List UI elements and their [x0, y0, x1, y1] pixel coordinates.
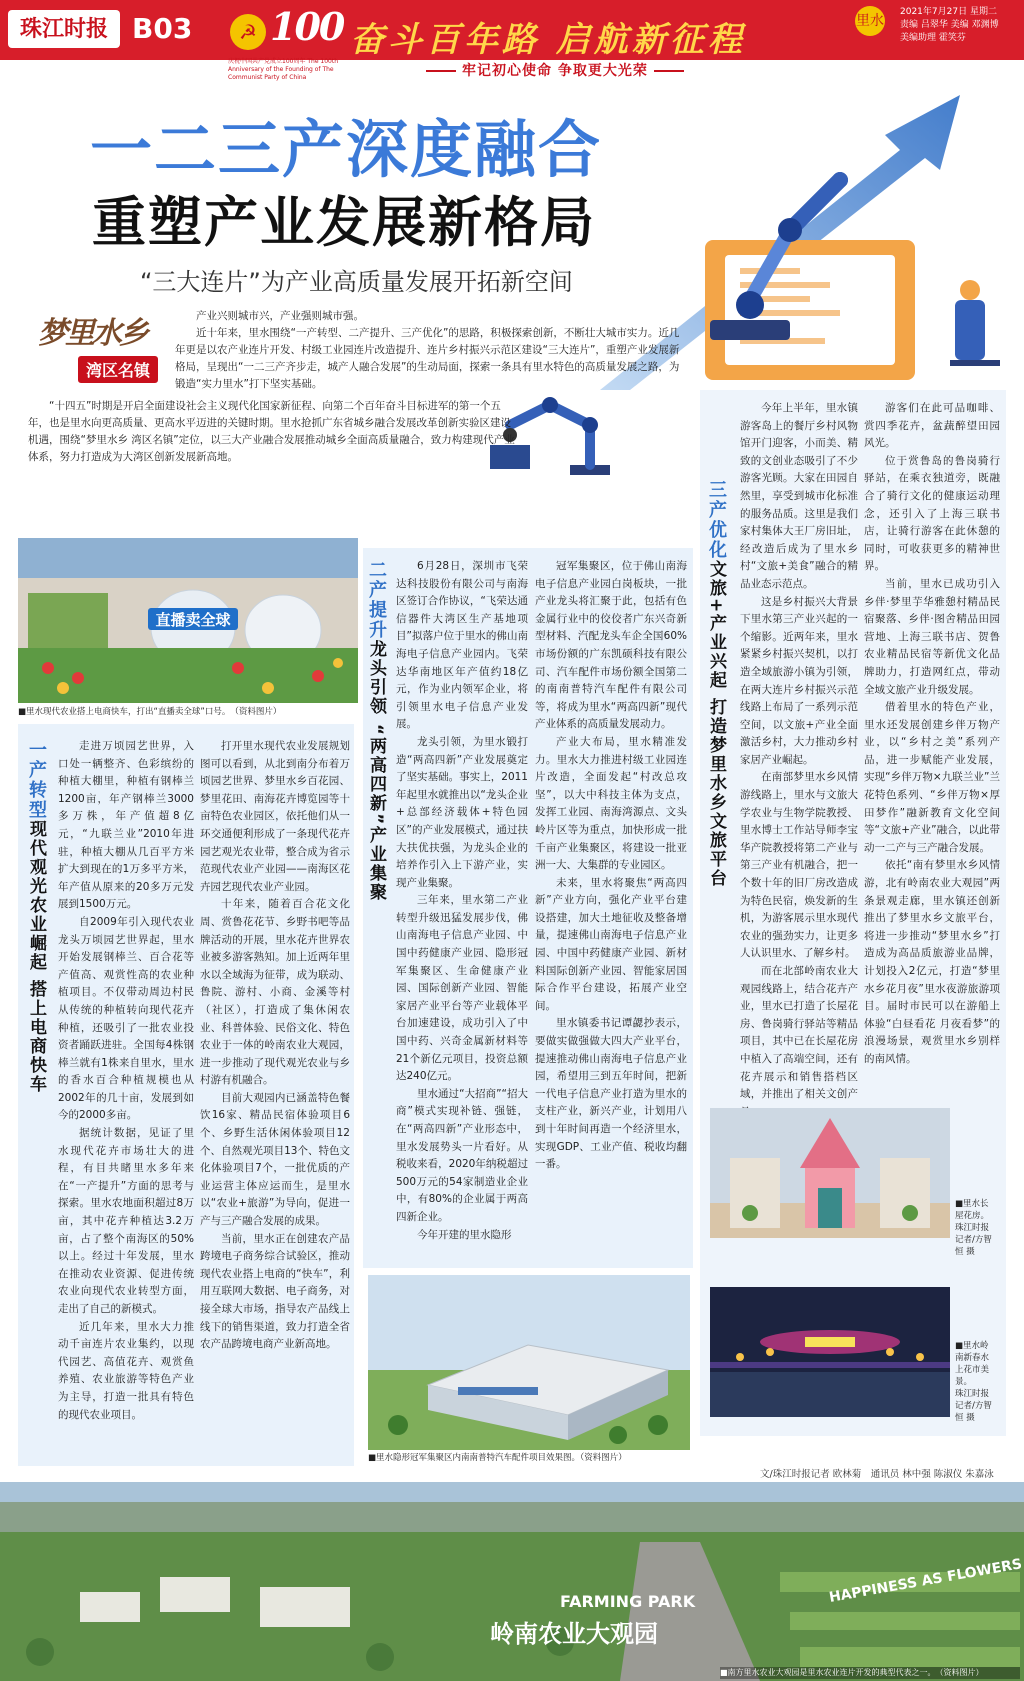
article-column-1	[58, 738, 194, 1458]
paragraph: 今年上半年，里水镇游客岛上的餐厅乡村风物馆开门迎客，小而美、精致的文创业态吸引了不少游客光顾。大家在田园自然里，享受到城市化标准的服务品质。这里是我们家村集体大王厂房旧址，经改造后成为了里水乡村“文旅+美食”融合的精品业态示范点。	[740, 402, 858, 590]
lead-paragraph	[28, 398, 518, 466]
section-tag: 三产优化	[706, 480, 727, 560]
slogan: 奋斗百年路 启航新征程	[350, 20, 746, 60]
brand-seal: 湾区名镇	[78, 356, 158, 383]
flower-house-caption	[955, 1198, 1015, 1258]
section-tag: 一产转型	[26, 740, 47, 820]
paragraph: 这是乡村振兴大背景下里水第三产业兴起的一个缩影。近两年来，里水紧紧乡村振兴契机，以打造全域旅游小镇为引领，在两大连片乡村振兴示范线路上布局了一系列示范空间，以文旅+产业全面激活乡村，大力推动乡村家居产业崛起。	[740, 595, 858, 766]
paper-name: 珠江时报	[8, 10, 120, 48]
caption-line: 恒 摄	[955, 1413, 975, 1423]
caption-line: 南新春水	[955, 1353, 990, 1363]
byline: 文/珠江时报记者 欧林菊 通讯员 林中强 陈淑仪 朱嘉泳	[760, 1469, 994, 1480]
headline-secondary: 重塑产业发展新格局	[92, 191, 596, 254]
page-number: B03	[132, 12, 193, 45]
farm-sign-text: 直播卖全球	[155, 611, 231, 629]
paragraph: 游客们在此可品咖啡、赏四季花卉，盆蔬醉望田园风光。	[864, 402, 1000, 450]
caption-line: ■里水长	[955, 1199, 989, 1209]
paragraph: 产业大布局，里水精准发力。里水大力推进村级工业园连片改造，全面发起“村改总攻坚”，以大中科技主体为支点，发挥工业园、南海湾源点、文头岭片区等为重点，加快形成一批千亩产业集聚区，将建设一批亚洲一大、大集群的专业园区。	[535, 735, 687, 872]
aerial-sign-right: HAPPINESS AS FLOWERS	[827, 1556, 1024, 1606]
article-column-6	[864, 400, 1000, 1106]
caption-line: 记者/方智	[955, 1235, 992, 1245]
paragraph: 当前，里水正在创建农产品跨境电子商务综合试验区，推动现代农业搭上电商的“快车”，利用互联网大数据、电子商务，对接全球大市场，指导农产品线上线下的销售渠道，致力打造全省农产品跨境电商产业新高地。	[200, 1232, 350, 1351]
section-tag: 二产提升	[366, 560, 387, 640]
brand-calligraphy: 梦里水乡	[38, 316, 146, 351]
section-heading-2	[366, 560, 386, 940]
intro-paragraph: 近十年来，里水围绕“一产转型、二产提升、三产优化”的思路，积极探索创新，不断壮大城市实力。近几年更是以农产业连片开发、村级工业园连片改造提升、连片乡村振兴示范区建设“三大连片”，重塑产业发展新格局，呈现出“一二三产齐步走，城产人融合发展”的生动局面，探索一条具有里水特色的高质量发展之路，为锻造“实力里水”打下坚实基础。	[175, 327, 680, 390]
paragraph: 而在北部岭南农业大观园线路上，结合花卉产业，里水已打造了长屋花房、鲁岗骑行驿站等精品项目，其中已在长屋花房中植入了高端空间，还有花卉展示和销售搭档区域，并推出了相关文创产	[740, 965, 858, 1101]
paragraph: 走进万顷园艺世界，入口处一辆整齐、色彩缤纷的种植大棚里，种植有钢棒兰1200亩，年产钢棒兰3000多万株，年产值超8亿元，“九联兰业”2010年进驻，种植大棚从几百平方米扩大到现在的1万多平方米，年产值从原来的20多万元发展到1500万元。	[58, 740, 194, 911]
paragraph: 龙头引领，为里水锻打造“两高四新”产业发展奠定了坚实基础。事实上，2011年起里水就推出以“龙头企业+总部经济载体+特色园区”的产业发展模式，通过扶大扶优扶强，为龙头企业的培养作引入上下游产业，实现产业集聚。	[396, 735, 528, 889]
section-heading-1	[26, 740, 46, 1160]
caption-line: 珠江时报	[955, 1389, 990, 1399]
article-column-3	[396, 558, 528, 1264]
paragraph: 目前大观园内已涵盖特色餐饮16家、精品民宿体验项目6个、乡野生活休闲体验项目12个、自然观光项目13个、特色文化体验项目7个，一批优质的产业运营主体应运而生，是里水以“农业+旅游”为导向，促进一产与三产融合发展的成果。	[200, 1091, 350, 1228]
article-column-2	[200, 738, 350, 1458]
paragraph: 冠军集聚区，位于佛山南海电子信息产业园白岗板块，一批产业龙头将汇聚于此，包括有色金属行业中的佼佼者广东兴奇新型材料、汽配龙头车企全国60%市场份额的广东凯硕科技有限公司、汽车配件市场份额全国第二的南南普特汽车配件有限公司等，将成为里水“两高四新”现代产业体系的高质量发展动力。	[535, 560, 687, 731]
paragraph: 借着里水的特色产业，里水还发展创建乡伴万物产业，以“乡村之美”系列产品，进一步赋能产业发展，实现“乡伴万物×九联兰业”兰花特色系列、“乡伴万物×厚田梦作”融新教育文化空间等“文旅+产业”融合，以此带动一二产与三产融合发展。	[864, 701, 1000, 854]
brand-logo	[28, 308, 168, 386]
sub-slogan: 牢记初心使命 争取更大光荣	[420, 60, 690, 80]
paragraph: 打开里水现代农业发展规划图可以看到，从北到南分布着万顷园艺世界、梦里水乡百花园、梦里花田、南海花卉博览园等十亩特色农业园区，依托他们从一环交通便利形成了一条现代花卉园艺观光农业带，整合成为省示范现代农业产业园——南海区花卉园艺现代农业产业园。	[200, 740, 350, 893]
centenary-logo	[230, 4, 344, 56]
flower-house-photo	[710, 1108, 950, 1238]
editor-line: 责编 吕翠华 美编 邓渊博	[900, 20, 999, 30]
farm-photo-caption: ■里水现代农业搭上电商快车，打出“直播卖全球”口号。 （资料图片）	[18, 707, 282, 717]
section-title: 文旅+产业兴起 打造梦里水乡文旅平台	[706, 560, 726, 889]
aerial-photo-caption: ■南方里水农业大观园是里水农业连片开发的典型代表之一。 （资料图片）	[720, 1667, 1020, 1679]
paragraph: 今年开建的里水隐形	[417, 1228, 512, 1241]
farm-photo	[18, 538, 358, 703]
headline-main: 一二三产深度融合	[90, 113, 603, 186]
aerial-farming-park-photo	[0, 1482, 1024, 1681]
intro-paragraphs	[175, 308, 685, 393]
section-title: 现代观光农业崛起 搭上电商快车	[26, 820, 46, 1094]
paragraph: 位于赏鲁岛的鲁岗骑行驿站，在乘衣独道旁，既融合了骑行文化的健康运动理念，还引入了上海三联书店，让骑行游客在此休憩的同时，可收获更多的精神世界。	[864, 454, 1000, 573]
paragraph: 当前，里水已成功引入乡伴·梦里芋华雅憩村精品民宿聚落、乡伴·图舍精品田园营地、上海三联书店、贺鲁农业精品民宿等新优文化品牌助力，打造网红点，带动全域文旅产业升级发展。	[864, 577, 1000, 696]
paragraph: 里水镇委书记谭勰抄表示，要做实做强做大四大产业平台，提速推动佛山南海电子信息产业园，希望用三到五年时间，把新一代电子信息产业打造为里水的支柱产业，新兴产业，计划用八到十年时间再造一个经济里水，实现GDP、工业产值、税收均翻一番。	[535, 1017, 687, 1171]
article-column-5	[740, 400, 858, 1106]
party-emblem-icon: ☭	[230, 14, 266, 50]
paragraph: 在南部梦里水乡风情游线路上，里水与文旅大学农业与生物学院教授、里水博士工作站导师李宝华产院教授将第二产业与第三产业有机融合，把一个数十年的旧厂房改造成为特色民宿，焕发新的生机，为游客展示里水现代农业的强劲实力，让更多人认识里水、了解乡村。	[740, 771, 858, 960]
centenary-caption: 庆祝中国共产党成立100周年 The 100th Anniversary of the Founding of The Communist Party of China	[228, 58, 339, 81]
centenary-number: 100	[270, 4, 344, 49]
caption-line: 上花市美	[955, 1365, 990, 1375]
section-title: 龙头引领 “两高四新”产业集聚	[366, 640, 386, 903]
caption-line: 珠江时报	[955, 1223, 990, 1233]
paragraph: 依托“南有梦里水乡风情游，北有岭南农业大观园”两条景观走廊，里水镇还创新推出了梦里水乡文旅平台，将进一步推动“梦里水乡”打造成为高品质旅游业品牌，计划投入2亿元，打造“梦里水乡花月夜”里水夜游旅游项目。届时市民可以在游船上体验“白昼看花 月夜看梦”的浪漫场景，观赏里水乡别样的南风情。	[864, 859, 1000, 1065]
rendering-caption: ■里水隐形冠军集聚区内南南普特汽车配件项目效果图。（资料图片）	[368, 1453, 627, 1463]
caption-line: 景。	[955, 1377, 973, 1387]
issue-date: 2021年7月27日 星期二	[900, 7, 997, 17]
paragraph: 里水通过“大招商”“招大商”模式实现补链、强链，在“两高四新”产业形态中，里水发展势头一片看好。从税收来看，2020年纳税超过500万元的54家制造业企业中，有80%的企业属于两高四新企业。	[396, 1087, 528, 1223]
aerial-sign-en: FARMING PARK	[560, 1592, 696, 1611]
night-market-caption	[955, 1340, 1015, 1424]
caption-line: 恒 摄	[955, 1247, 975, 1257]
lead-text: “十四五”时期是开启全面建设社会主义现代化国家新征程、向第二个百年奋斗目标进军的第一个五年，也是里水向更高质量、更高水平迈进的关键时期。里水抢抓广东省城乡融合发展改革创新实验区建设机遇，围绕“梦里水乡 湾区名镇”定位，以三大产业融合发展推动城乡全面高质量融合，致力构建现代产业体系，努力打造成为大湾区创新发展新高地。	[28, 400, 515, 463]
paragraph: 十年来，随着百合花文化周、赏鲁花花节、乡野书吧等品牌活动的开展，里水花卉世界农业被多游客熟知。加上近两年里水以全域海为征带，成为联动、鲁院、游村、小商、金溪等村（社区），打造成了集休闲农业、科普体验、民俗文化、特色农业于一体的岭南农业大观园，进一步推动了现代观光农业与乡村游有机融合。	[200, 898, 350, 1087]
paragraph: 6月28日，深圳市飞荣达科技股份有限公司与南海区签订合作协议，“飞荣达通信器件大湾区生产基地项目”拟落户位于里水的佛山南海电子信息产业园内。飞荣达华南地区年产值约18亿元，作为业内领军企业，将引领里水电子信息产业发展。	[396, 560, 528, 731]
paragraph: 据统计数据，见证了里水现代花卉市场壮大的进程，有目共睹里水多年来在“一产提升”方面的思考与探索。里水农地面积超过8万亩，其中花卉种植达3.2万亩，占了整个南海区的50%以上。经过十年发展，里水在推动农业资源、促进传统农业向现代农业转型方面，走出了自己的新模式。	[58, 1127, 194, 1315]
caption-line: 记者/方智	[955, 1401, 992, 1411]
industrial-park-rendering	[368, 1275, 690, 1450]
caption-line: 屋花房。	[955, 1211, 990, 1221]
caption-line: ■里水岭	[955, 1341, 989, 1351]
intro-paragraph: 产业兴则城市兴，产业强则城市强。	[196, 310, 364, 322]
section-heading-3	[706, 480, 726, 950]
paragraph: 自2009年引入现代农业龙头万顷园艺世界起，里水开始发展钢棒兰、百合花等产值高、观赏性高的农业种植项目。不仅带动周边村民从传统的种植转向现代花卉种植，还吸引了一批农业投资者踊跃进驻。全国每4株钢棒兰就有1株来自里水，里水的香水百合种植规模也从2002年的几十亩，发展到如今的2000多亩。	[58, 915, 194, 1122]
headline-subtitle: “三大连片”为产业高质量发展开拓新空间	[140, 268, 573, 296]
night-market-photo	[710, 1287, 950, 1417]
aerial-sign-cn: 岭南农业大观园	[490, 1620, 658, 1648]
editor-line: 美编助理 霍笑芬	[900, 33, 966, 43]
paragraph: 近几年来，里水大力推动千亩连片农业集约，以现代园艺、高值花卉、观赏鱼养殖、农业旅游等特色产业为主导，打造一批具有特色的现代农业项目。	[58, 1320, 194, 1421]
masthead	[0, 0, 1024, 60]
paragraph: 三年来，里水第二产业转型升级迅猛发展步伐，佛山南海电子信息产业园、中国中药健康产业园、隐形冠军集聚区、生命健康产业园、国际创新产业园、智能家居产业平台等产业载体平台加速建设，成功引入了中国中药、兴奇金属新材料等21个新亿元项目，投资总额达240亿元。	[396, 894, 528, 1083]
issue-info	[900, 6, 1020, 45]
article-column-4	[535, 558, 687, 1264]
lishui-badge: 里水	[855, 6, 885, 36]
paragraph: 未来，里水将聚焦“两高四新”产业方向，强化产业平台建设搭建，加大土地征收及整备增量，提速佛山南海电子信息产业园、中国中药健康产业园、新材料国际创新产业园、智能家居国际合作平台建设，拓展产业空间。	[535, 876, 687, 1012]
